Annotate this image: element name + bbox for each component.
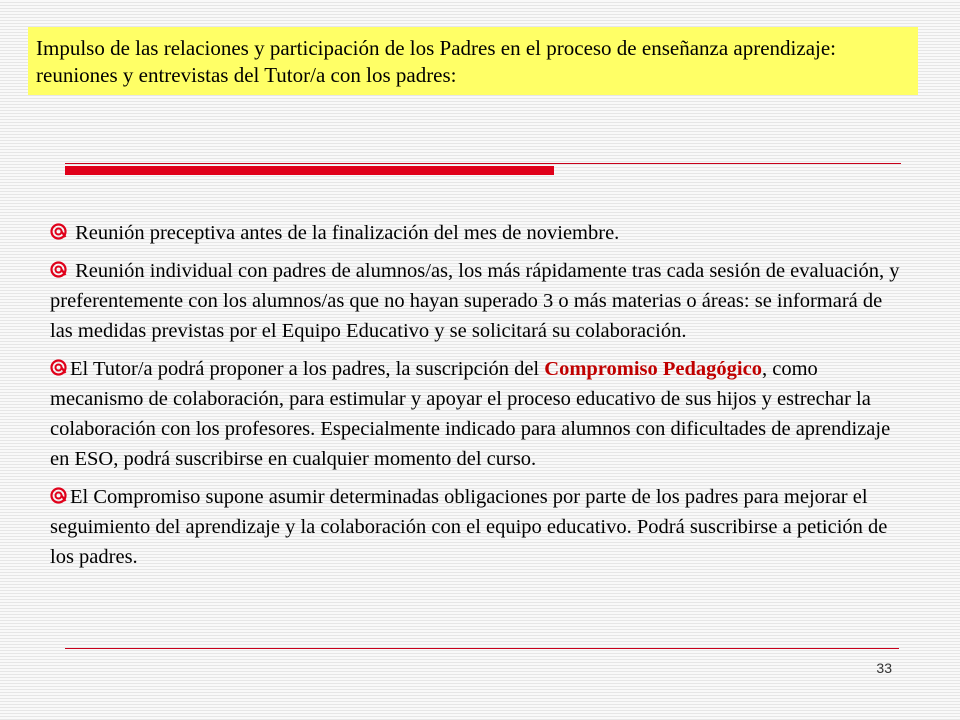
slide-title-text: Impulso de las relaciones y participación de los Padres en el proceso de enseñanza aprendizaje: reuniones y entrevistas del Tutor/a con los padres: [36,36,837,87]
page-number: 33 [876,660,892,676]
bullet-item-1 [50,218,910,248]
divider-thin-top [65,163,901,164]
bullet-text: , como mecanismo de colaboración, para estimular y apoyar el proceso educativo de sus hijos y estrechar la colaboración con los profesores. Especialmente indicado para alumnos con dificultades de aprendizaje en ESO, podrá suscribirse en cualquier momento del curso. [50,358,891,470]
slide-title [28,27,918,95]
bullet-item-2 [50,256,910,346]
divider-thick-accent [65,166,554,175]
bullet-item-4 [50,482,910,572]
bullet-text: El Tutor/a podrá proponer a los padres, la suscripción del [70,358,545,380]
swirl-bullet-icon [50,359,67,376]
compromiso-pedagogico-highlight: Compromiso Pedagógico [544,358,762,380]
swirl-bullet-icon [50,487,67,504]
bullet-text: Reunión individual con padres de alumnos/as, los más rápidamente tras cada sesión de evaluación, y preferentemente con los alumnos/as que no hayan superado 3 o más materias o áreas: se informará de las medidas previstas por el Equipo Educativo y se solicitará su colaboración. [50,260,900,342]
bullet-text: El Compromiso supone asumir determinadas obligaciones por parte de los padres para mejorar el seguimiento del aprendizaje y la colaboración con el equipo educativo. Podrá suscribirse a petición de los padres. [50,486,888,568]
divider-bottom [65,648,899,649]
bullet-text: Reunión preceptiva antes de la finalización del mes de noviembre. [70,222,620,244]
bullet-item-3 [50,354,910,474]
swirl-bullet-icon [50,261,67,278]
swirl-bullet-icon [50,223,67,240]
bullet-list [50,218,910,580]
